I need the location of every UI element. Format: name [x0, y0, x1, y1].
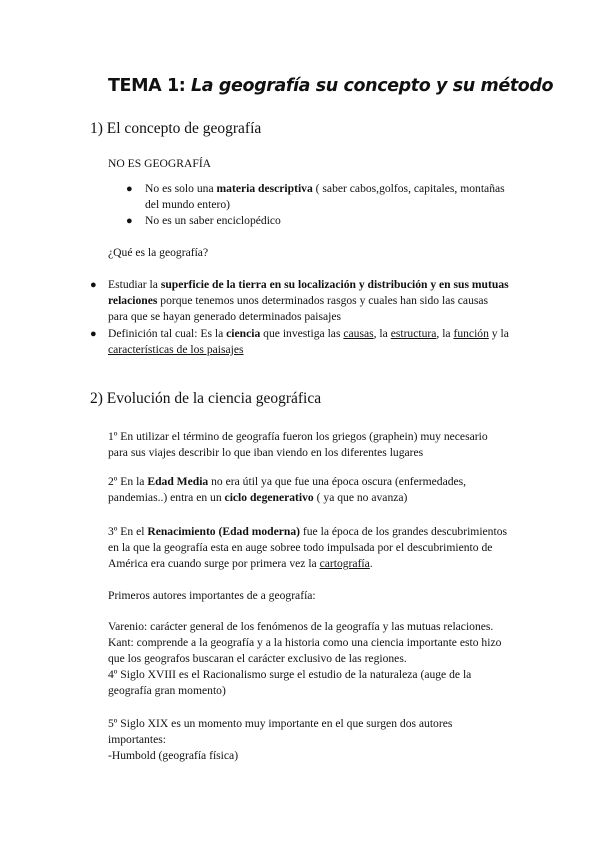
bullet-icon: ● [126, 183, 133, 195]
paragraph-2: 2º En la Edad Media no era útil ya que fue una época oscura (enfermedades, pandemias..) entra en un ciclo degenerativo ( ya que no avanza) [108, 475, 467, 504]
page-title: TEMA 1: La geografía su concepto y su método [108, 76, 554, 96]
link-cartografia: cartografía [319, 557, 370, 570]
bullet-definition-1: Estudiar la superficie de la tierra en su localización y distribución y en sus mutuas relaciones porque tenemos unos determinados rasgos y cuales han sido las causas para que se hayan generado determinados paisajes [108, 278, 509, 323]
section-1-heading: 1) El concepto de geografía [90, 120, 262, 137]
link-funcion: función [453, 327, 489, 340]
link-causas: causas [343, 327, 374, 340]
paragraph-6: 5º Siglo XIX es un momento muy importante en el que surgen dos autores importantes: -Humbold (geografía física) [108, 717, 453, 762]
bullet-icon: ● [90, 279, 97, 291]
bullet-icon: ● [126, 215, 133, 227]
sub-bullet-2: No es un saber enciclopédico [145, 214, 281, 227]
link-caracteristicas: características de los paisajes [108, 343, 244, 356]
bullet-icon: ● [90, 328, 97, 340]
paragraph-1: 1º En utilizar el término de geografía fueron los griegos (graphein) muy necesario para sus viajes describir lo que iban viendo en los diferentes lugares [108, 430, 488, 459]
link-estructura: estructura [390, 327, 437, 340]
section-2-heading: 2) Evolución de la ciencia geográfica [90, 390, 322, 407]
paragraph-5: Varenio: carácter general de los fenómenos de la geografía y las mutuas relaciones. Kant: comprende a la geografía y a la historia como una ciencia importante esto hizo que los geografos buscaran el carácter exclusivo de las regiones. 4º Siglo XVIII es el Racionalismo surge el estudio de la naturaleza (auge de la geografía gran momento) [108, 620, 502, 697]
question-text: ¿Qué es la geografía? [108, 246, 209, 259]
paragraph-4: Primeros autores importantes de a geografía: [108, 589, 316, 602]
bullet-definition-2: Definición tal cual: Es la ciencia que investiga las causas, la estructura, la función y la características de los paisajes [108, 327, 509, 356]
sub-bullet-1: No es solo una materia descriptiva ( saber cabos,golfos, capitales, montañas del mundo entero) [145, 182, 505, 211]
paragraph-3: 3º En el Renacimiento (Edad moderna) fue la época de los grandes descubrimientos en la que la geografía esta en auge sobree todo impulsada por el descubrimiento de América era cuando surge por primera vez la cartografía. [108, 525, 508, 570]
no-es-label: NO ES GEOGRAFÍA [108, 157, 212, 170]
